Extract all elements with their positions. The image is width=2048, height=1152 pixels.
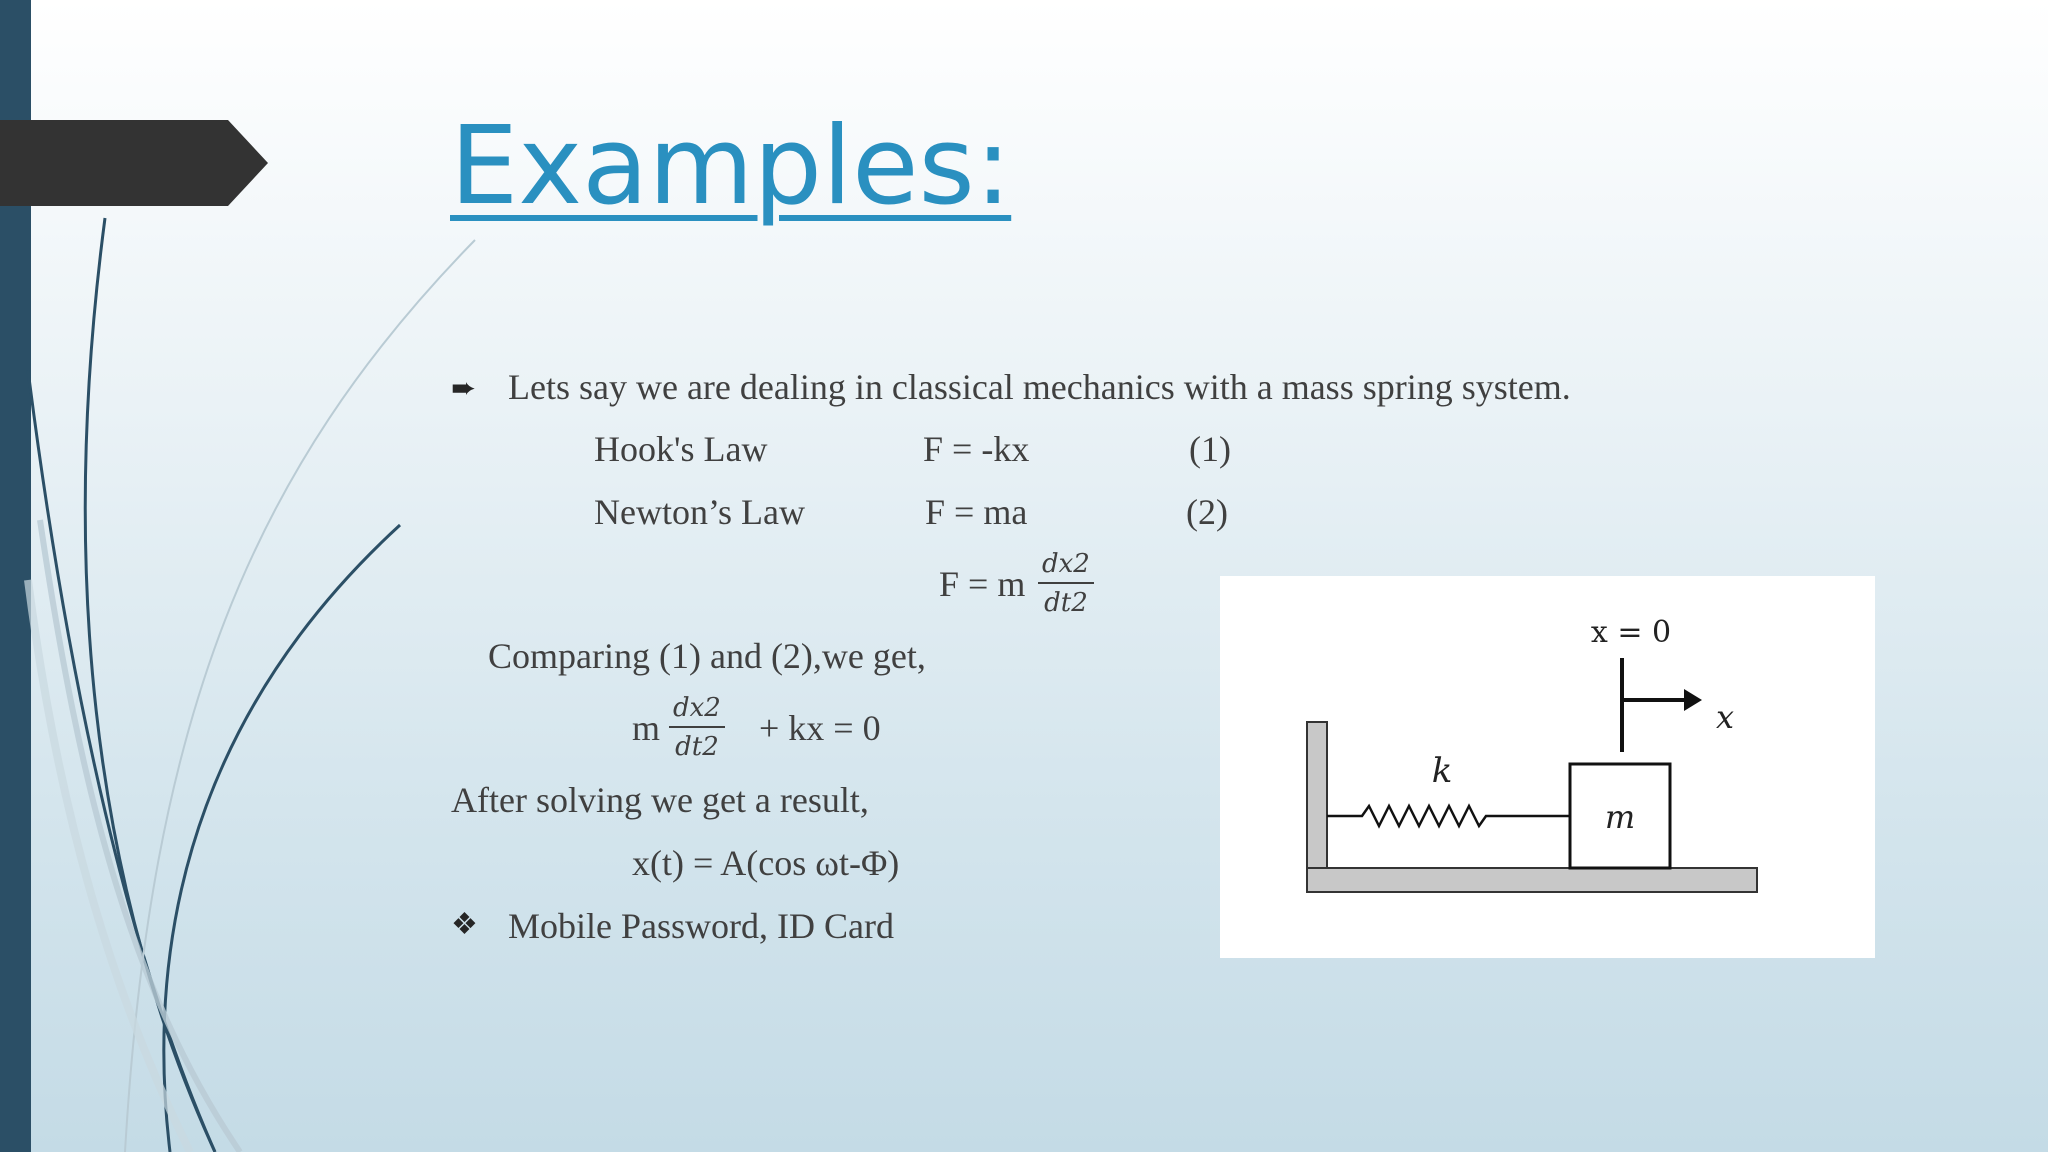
equation-number-2: (2) [1186,492,1228,532]
fraction-numerator: dx2 [673,693,721,723]
example-2-text: Mobile Password, ID Card [508,906,894,946]
law-name-newton: Newton’s Law [594,492,805,532]
arrow-bullet-icon: ➨ [451,372,477,405]
mass-spring-diagram [1220,576,1875,958]
law-formula-newton: F = ma [925,492,1028,532]
arrowhead-icon [1684,689,1702,711]
law-name-hooke: Hook's Law [594,429,768,469]
origin-label: x = 0 [1590,615,1672,650]
solving-text: After solving we get a result, [451,780,869,820]
spring-constant-label: k [1431,751,1453,791]
slide-title: Examples: [450,104,1012,229]
axis-label: x [1715,698,1735,736]
law-formula-hooke: F = -kx [923,429,1030,469]
fraction-denominator: dt2 [675,732,719,762]
solution-equation: x(t) = A(cos ωt-Φ) [632,843,900,883]
intro-text: Lets say we are dealing in classical mechanics with a mass spring system. [508,367,1571,407]
force-equation-lhs: F = m [939,564,1026,604]
floor [1307,868,1757,892]
spring [1327,806,1570,826]
comparing-text: Comparing (1) and (2),we get, [488,636,926,676]
fraction-bar [1038,582,1094,584]
fraction-numerator: dx2 [1042,549,1090,579]
force-equation-fraction [1038,551,1094,616]
title-arrow-tab [0,120,270,206]
equation-number-1: (1) [1189,429,1231,469]
combined-equation-fraction [669,695,725,760]
fraction-bar [669,726,725,728]
diamond-bullet-icon: ❖ [451,908,478,941]
fraction-denominator: dt2 [1044,588,1088,618]
mass-spring-svg [1220,576,1875,958]
combined-equation-rhs: + kx = 0 [759,708,881,748]
wall [1307,722,1327,888]
combined-equation-lhs: m [632,708,661,748]
mass-label: m [1604,798,1636,836]
